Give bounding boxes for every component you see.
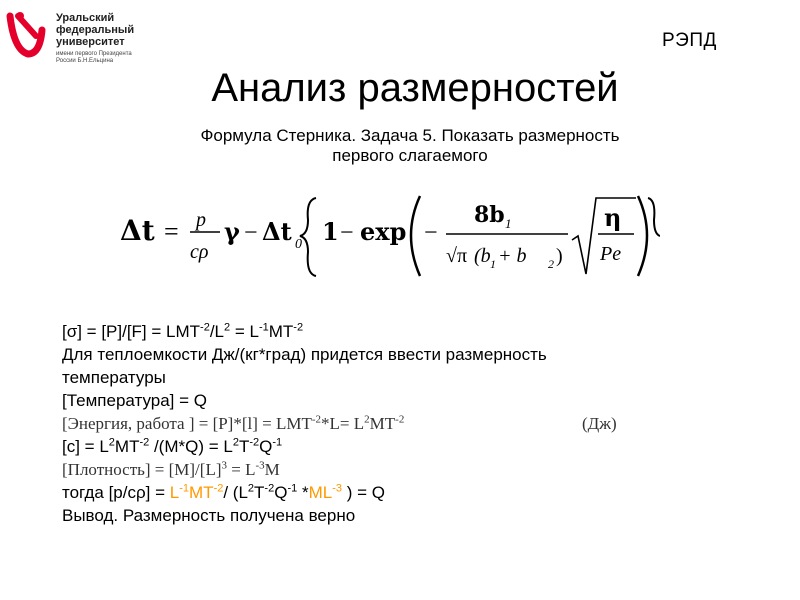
formula-minus-2: − (340, 220, 354, 246)
subtitle-line-1: Формула Стерника. Задача 5. Показать размерность (200, 126, 620, 145)
line-heat-capacity: Для теплоемкости Дж/(кг*град) придется ввести размерность (62, 345, 547, 364)
l8-f: Q (274, 483, 288, 502)
l6-d: T (238, 437, 250, 456)
formula-sub-1: 1 (505, 216, 512, 231)
formula-crho: cρ (190, 241, 209, 263)
formula-denom-sub-1: 1 (490, 257, 496, 271)
line-result (62, 481, 782, 504)
line-energy (62, 412, 782, 435)
line-c (62, 435, 782, 458)
l6-e: Q (259, 437, 273, 456)
subtitle-line-2: первого слагаемого (332, 146, 488, 165)
formula-minus-3: − (424, 220, 438, 246)
l5-joule: (Дж) (582, 414, 617, 433)
l1-d: MT (268, 322, 294, 341)
formula-sqrt-pi: √π (446, 245, 468, 267)
l1-s1: -2 (200, 321, 210, 334)
l8-b: L (169, 483, 180, 502)
l8-s1: -1 (179, 482, 190, 495)
l8-s6: -3 (332, 482, 342, 495)
formula-eta: η (604, 203, 622, 232)
l6-s2: -2 (139, 436, 150, 449)
l8-s3: 2 (247, 482, 255, 495)
formula-right-paren (638, 196, 647, 276)
l8-s4: -2 (264, 482, 275, 495)
line-sigma (62, 320, 782, 343)
formula-pe: Pe (600, 243, 622, 265)
l6-s5: -1 (272, 436, 283, 449)
urfu-logo-icon (6, 10, 46, 64)
l8-a: тогда [p/cρ] = (62, 483, 170, 502)
formula-dt0: Δt (262, 217, 292, 246)
l6-a: [c] = L (62, 437, 109, 456)
l8-d: / (L (223, 483, 248, 502)
line-temperature: температуры (62, 368, 166, 387)
formula-lhs: Δt (120, 214, 155, 247)
l8-s2: -2 (213, 482, 224, 495)
subtitle (130, 126, 690, 166)
formula-left-brace (300, 198, 316, 276)
l7-s1: 3 (221, 459, 227, 472)
l8-g: * (297, 483, 309, 502)
formula-sub-0: 0 (295, 237, 302, 252)
l5-s3: -2 (395, 413, 405, 426)
l1-a: [σ] = [P]/[F] = LMT (62, 322, 201, 341)
page-title: Анализ размерностей (211, 66, 619, 110)
l7-c: M (264, 460, 280, 479)
l1-b: /L (209, 322, 224, 341)
course-code: РЭПД (662, 30, 717, 51)
formula-eq: = (164, 217, 179, 246)
formula-gamma: γ (224, 217, 240, 246)
formula-denom-b1: (b (474, 245, 491, 267)
l8-c: MT (189, 483, 214, 502)
l5-a: [Энергия, работа ] = [P]*[l] = LMT (62, 414, 312, 433)
l1-s2: 2 (224, 321, 231, 334)
logo-text (56, 12, 134, 65)
formula-minus-1: − (244, 220, 258, 246)
content-body (62, 320, 782, 527)
l5-b: *L= L (321, 414, 365, 433)
l7-b: = L (227, 460, 256, 479)
l5-s1: -2 (311, 413, 322, 426)
l8-s5: -1 (287, 482, 298, 495)
l6-b: MT (114, 437, 140, 456)
line-temperature-dim: [Температура] = Q (62, 391, 208, 410)
formula-exp: exp (360, 217, 407, 246)
logo-line-1: Уральский (56, 12, 115, 24)
formula-8b1: 8b (474, 202, 505, 228)
l6-s3: 2 (232, 436, 239, 449)
line-conclusion: Вывод. Размерность получена верно (62, 506, 356, 525)
l7-s2: -3 (255, 459, 265, 472)
formula-p: p (196, 209, 206, 231)
l6-s1: 2 (108, 436, 115, 449)
l8-e: T (254, 483, 265, 502)
formula-right-brace (648, 198, 660, 236)
l1-s4: -2 (293, 321, 304, 334)
logo-line-3: университет (56, 36, 125, 48)
formula-denom-close: ) (556, 245, 563, 267)
formula-denom-sub-2: 2 (548, 257, 554, 271)
l6-s4: -2 (249, 436, 260, 449)
l5-s2: 2 (364, 413, 370, 426)
sternik-formula (120, 190, 660, 280)
l1-c: = L (230, 322, 259, 341)
l6-c: /(M*Q) = L (149, 437, 233, 456)
university-logo (6, 6, 146, 66)
l1-s3: -1 (258, 321, 269, 334)
line-density (62, 458, 782, 481)
formula-left-paren (411, 196, 420, 276)
formula-denom-plus-b2: + b (498, 245, 527, 267)
logo-small-1: имени первого Президента (56, 51, 132, 57)
formula-one: 1 (322, 217, 339, 246)
logo-small-2: России Б.Н.Ельцина (56, 58, 114, 64)
l5-c: MT (369, 414, 396, 433)
l7-a: [Плотность] = [M]/[L] (62, 460, 222, 479)
logo-line-2: федеральный (56, 24, 135, 36)
l8-h: ML (308, 483, 333, 502)
l8-i: ) = Q (341, 483, 385, 502)
